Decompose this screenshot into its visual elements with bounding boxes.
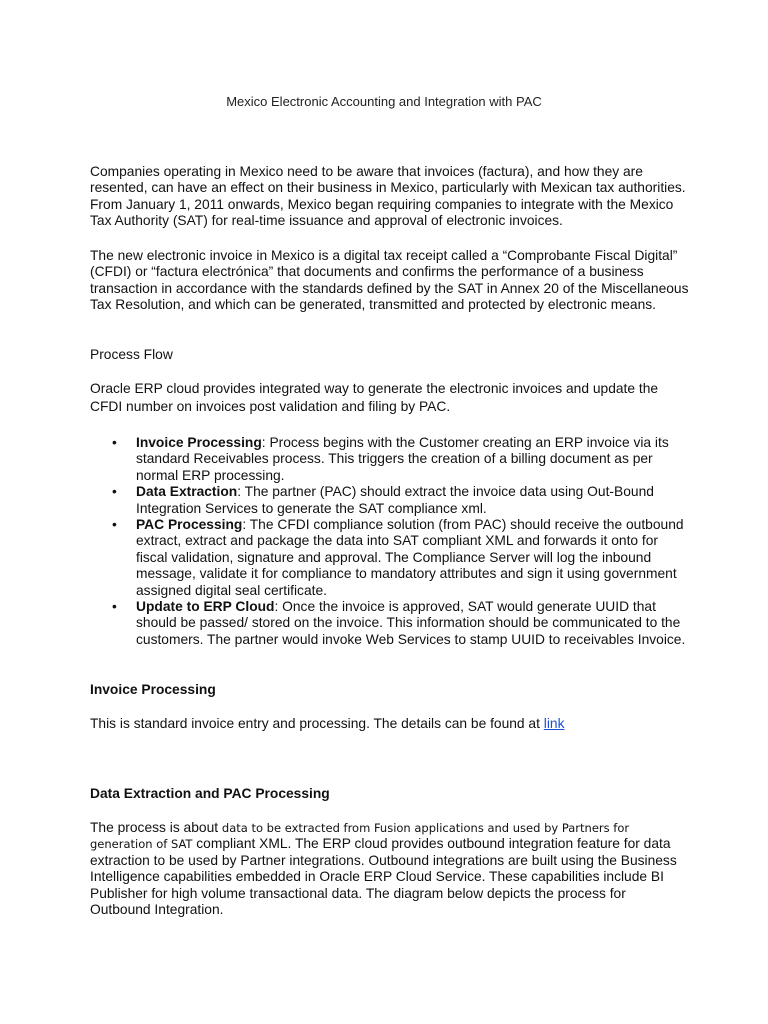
heading-data-extraction: Data Extraction and PAC Processing bbox=[90, 786, 330, 801]
bullet-label: Data Extraction bbox=[136, 484, 238, 500]
bullet-text: Once the invoice is approved, SAT would generate UUID that should be passed/ stored on the invoice. This information should be communicated to the customers. The partner would invoke Web Services to stamp UUID to receivables Invoice. bbox=[136, 599, 686, 647]
bullet-dot: • bbox=[112, 517, 117, 533]
process-flow-label: Process Flow bbox=[90, 347, 173, 362]
bullet-text: Process begins with the Customer creating an ERP invoice via its standard Receivables process. This triggers the creation of a billing document as per normal ERP processing. bbox=[136, 435, 669, 483]
document-title: Mexico Electronic Accounting and Integration with PAC bbox=[226, 94, 542, 109]
details-link[interactable]: link bbox=[543, 716, 565, 731]
intro-paragraph: Companies operating in Mexico need to be aware that invoices (factura), and how they are resented, can have an effect on their business in Mexico, particularly with Mexican tax authorities. From January 1, 2011 onwards, Mexico began requiring companies to integrate with the Mexico Tax Authority (SAT) for real-time issuance and approval of electronic invoices. bbox=[90, 164, 686, 229]
bullet-label: PAC Processing bbox=[136, 517, 243, 533]
bullet-pac-processing: • PAC Processing: The CFDI compliance solution (from PAC) should receive the outbound extract, extract and package the data into SAT compliant XML and forwards it onto for fiscal validation, signature and approval. The Compliance Server will log the inbound message, validate it for compliance to mandatory attributes and sign it using government assigned digital seal certificate. bbox=[112, 517, 684, 598]
bullet-dot: • bbox=[112, 599, 117, 615]
bullet-text: The CFDI compliance solution (from PAC) should receive the outbound extract, extract and package the data into SAT compliant XML and forwards it onto for fiscal validation, signature and approval. The Compliance Server will log the inbound message, validate it for compliance to mandatory attributes and sign it using government assigned digital seal certificate. bbox=[136, 517, 684, 598]
bullet-dot: • bbox=[112, 435, 117, 450]
heading-invoice-processing: Invoice Processing bbox=[90, 682, 216, 697]
bullet-text: The partner (PAC) should extract the invoice data using Out-Bound Integration Services to generate the SAT compliance xml. bbox=[136, 484, 654, 516]
bullet-label: Update to ERP Cloud bbox=[136, 599, 275, 615]
invoice-details-paragraph: This is standard invoice entry and processing. The details can be found at link bbox=[90, 716, 565, 731]
extraction-paragraph: The process is about data to be extracted from Fusion applications and used by Partners for generation of SAT compliant XML. The ERP cloud provides outbound integration feature for data extraction to be used by Partner integrations. Outbound integrations are built using the Business Intelligence capabilities embedded in Oracle ERP Cloud Service. These capabilities include BI Publisher for high volume transactional data. The diagram below depicts the process for Outbound Integration. bbox=[90, 820, 677, 918]
bullet-dot: • bbox=[112, 484, 117, 500]
bullet-invoice-processing: • Invoice Processing: Process begins with the Customer creating an ERP invoice via its standard Receivables process. This triggers the creation of a billing document as per normal ERP processing. bbox=[112, 435, 669, 483]
cfdi-paragraph: The new electronic invoice in Mexico is a digital tax receipt called a “Comprobante Fiscal Digital” (CFDI) or “factura electrónica” that documents and confirms the performance of a business transaction in accordance with the standards defined by the SAT in Annex 20 of the Miscellaneous Tax Resolution, and which can be generated, transmitted and protected by electronic means. bbox=[90, 248, 689, 313]
bullet-data-extraction: • Data Extraction: The partner (PAC) should extract the invoice data using Out-Bound Integration Services to generate the SAT compliance xml. bbox=[112, 484, 654, 516]
oracle-erp-paragraph: Oracle ERP cloud provides integrated way to generate the electronic invoices and update the CFDI number on invoices post validation and filing by PAC. bbox=[90, 381, 659, 414]
process-bullet-list bbox=[90, 435, 690, 648]
bullet-update-erp-cloud: • Update to ERP Cloud: Once the invoice is approved, SAT would generate UUID that should be passed/ stored on the invoice. This information should be communicated to the customers. The partner would invoke Web Services to stamp UUID to receivables Invoice. bbox=[112, 599, 686, 647]
bullet-label: Invoice Processing bbox=[136, 435, 262, 450]
